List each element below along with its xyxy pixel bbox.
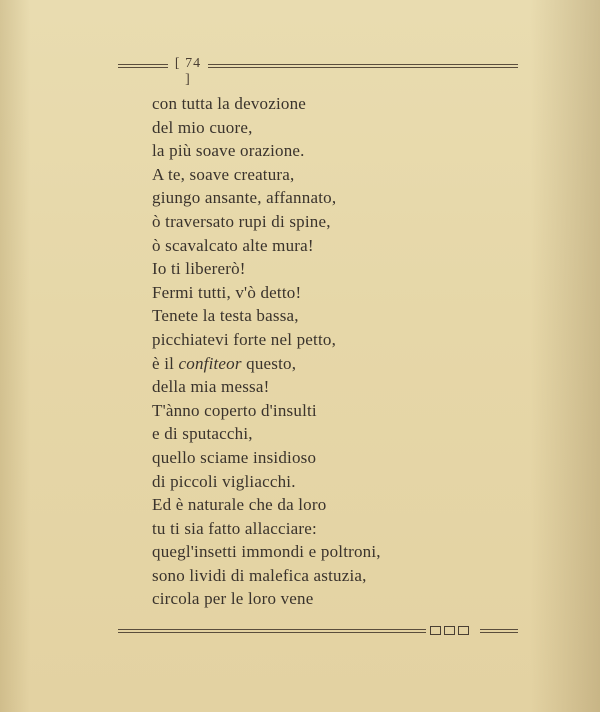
verse-line-end: questo, xyxy=(241,353,297,373)
verse-line: A te, soave creatura, xyxy=(152,164,295,184)
verse-line: ò scavalcato alte mura! xyxy=(152,235,314,255)
verse-line: di piccoli vigliacchi. xyxy=(152,471,296,491)
verse-line: picchiatevi forte nel petto, xyxy=(152,329,337,349)
verse-line: sono lividi di malefica astuzia, xyxy=(152,565,367,585)
verse-line: Tenete la testa bassa, xyxy=(152,306,299,326)
verse-line: quegl'insetti immondi e poltroni, xyxy=(152,542,381,562)
verse-line: Io ti libererò! xyxy=(152,259,246,279)
page-footer xyxy=(118,624,518,638)
verse-line: della mia messa! xyxy=(152,377,270,397)
footer-ornament xyxy=(430,624,478,635)
ornament-square xyxy=(444,626,455,635)
verse-line: la più soave orazione. xyxy=(152,141,305,161)
ornament-square xyxy=(430,626,441,635)
verse-line: con tutta la devozione xyxy=(152,94,307,113)
footer-rule-left xyxy=(118,629,426,633)
italic-word-confiteor: confiteor xyxy=(178,353,242,373)
page-number: [ 74 ] xyxy=(174,56,202,87)
header-rule-right xyxy=(208,64,518,68)
verse-line: quello sciame insidioso xyxy=(152,447,317,467)
verse-line: circola per le loro vene xyxy=(152,589,314,609)
footer-rule-right xyxy=(480,629,518,633)
verse-line: tu ti sia fatto allacciare: xyxy=(152,518,317,538)
verse-line-confiteor xyxy=(152,352,381,376)
header-rule-left xyxy=(118,64,168,68)
verse-line-start: è il xyxy=(152,353,175,373)
verse-line: Fermi tutti, v'ò detto! xyxy=(152,282,302,302)
verse-line: del mio cuore, xyxy=(152,117,253,137)
verse-line: Ed è naturale che da loro xyxy=(152,495,327,515)
page-header xyxy=(118,56,518,87)
verse-line: e di sputacchi, xyxy=(152,424,253,444)
verse-line: ò traversato rupi di spine, xyxy=(152,211,331,231)
verse-line: T'ànno coperto d'insulti xyxy=(152,400,317,420)
ornament-square xyxy=(458,626,469,635)
poem-text xyxy=(152,92,381,611)
verse-line: giungo ansante, affannato, xyxy=(152,188,337,208)
